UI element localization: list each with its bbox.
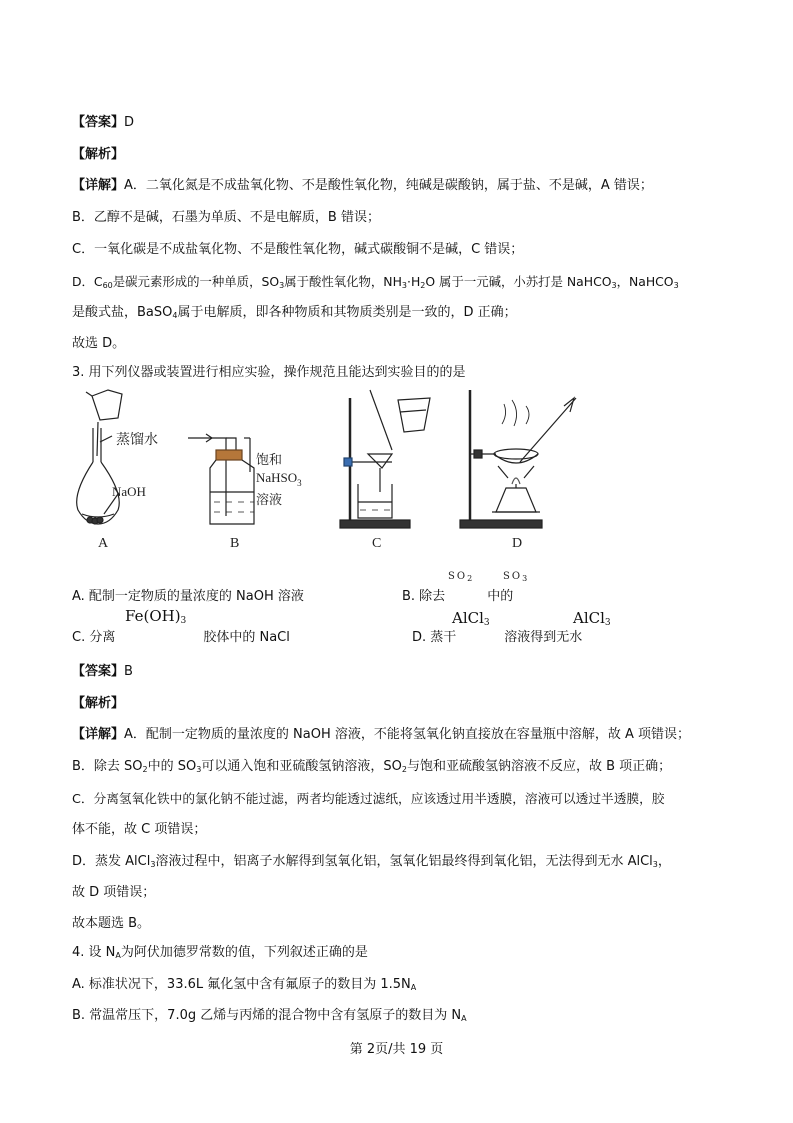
apparatus-a-naoh-label: NaOH [112, 484, 146, 499]
q2-conclusion: 故选 D。 [72, 336, 126, 351]
detail-tag: 【详解】 [72, 727, 125, 742]
formula-feoh3: $Fe(OH)_3$ [125, 607, 187, 626]
q3-apparatus-figure [0, 384, 793, 564]
q3-conclusion: 故本题选 B。 [72, 916, 151, 931]
answer-tag: 【答案】 [72, 664, 125, 679]
q3-detail-b: B．除去 $SO_2$中的 $SO_3$可以通入饱和亚硫酸氢钠溶液，$SO_2$与饱和亚硫酸氢钠溶液不反应，故 B 项正确； [72, 759, 672, 774]
formula-alcl3-2: AlCl$_3$ [573, 609, 611, 628]
q4-stem: 4. 设 $N_A$为阿伏加德罗常数的值，下列叙述正确的是 [72, 945, 368, 960]
q2-detail-c: C．一氧化碳是不成盐氧化物、不是酸性氧化物，碱式碳酸铜不是碱，C 错误； [72, 242, 524, 257]
answer-value: B [124, 664, 133, 679]
q3-option-a: A. 配制一定物质的量浓度的 NaOH 溶液 [72, 589, 304, 604]
formula-alcl3-1: AlCl$_3$ [452, 609, 490, 628]
q3-answer-line [72, 662, 133, 682]
answer-tag: 【答案】 [72, 115, 125, 130]
q3-option-b: B. 除去 中的 [402, 589, 514, 604]
detail-tag: 【详解】 [72, 178, 125, 193]
formula-so3: $SO_3$ [503, 571, 530, 583]
q3-detail-c-line2: 体不能，故 C 项错误； [72, 822, 207, 837]
q3-detail-c-line1: C．分离氢氧化铁中的氯化钠不能过滤，两者均能透过滤纸，应该透过用半透膜，溶液可以透过半透膜，胶 [72, 791, 665, 806]
apparatus-a-volumetric-flask [77, 390, 122, 524]
detail-text: A．配制一定物质的量浓度的 NaOH 溶液，不能将氢氧化钠直接放在容量瓶中溶解，故 A 项错误； [124, 727, 691, 742]
q2-detail-d-line1: D．$C_{60}$是碳元素形成的一种单质，$SO_3$属于酸性氧化物，$NH_3\cdot H_2O$ 属于一元碱，小苏打是 NaHCO$_3$，NaHCO$_3$ [72, 274, 679, 290]
q3-analysis-tag: 【解析】 [72, 696, 125, 711]
q2-detail-a [72, 176, 653, 196]
apparatus-a-label: A [98, 536, 109, 551]
q4-option-a: A. 标准状况下，33.6L 氟化氢中含有氟原子的数目为 $1.5N_A$ [72, 977, 417, 992]
apparatus-d-label: D [512, 536, 523, 551]
q3-detail-d-line2: 故 D 项错误； [72, 885, 156, 900]
q2-detail-b: B．乙醇不是碱，石墨为单质、不是电解质，B 错误； [72, 210, 380, 225]
apparatus-b-label: B [230, 536, 240, 551]
apparatus-a-water-label: 蒸馏水 [116, 433, 158, 448]
detail-text: A．二氧化氮是不成盐氧化物、不是酸性氧化物，纯碱是碳酸钠，属于盐、不是碱，A 错误； [124, 178, 653, 193]
q3-detail-d-line1: D．蒸发 AlCl$_3$溶液过程中，铝离子水解得到氢氧化铝，氢氧化铝最终得到氧化铝，无法得到无水 AlCl$_3$， [72, 854, 671, 869]
page-footer: 第 2页/共 19 页 [349, 1042, 444, 1057]
q3-option-d: D. 蒸干 溶液得到无水 [412, 630, 583, 645]
apparatus-d-evaporation [460, 390, 576, 528]
apparatus-c-label: C [372, 536, 382, 551]
q2-answer-line [72, 113, 134, 133]
q2-detail-d-line2: 是酸式盐，BaSO$_4$属于电解质，即各种物质和其物质类别是一致的，D 正确； [72, 305, 517, 320]
apparatus-b-line1: 饱和 [256, 452, 283, 467]
answer-value: D [124, 115, 135, 130]
apparatus-c-filtration [340, 390, 430, 528]
apparatus-b-line2: NaHSO$_3$ [256, 470, 302, 488]
formula-so2: $SO_2$ [448, 571, 475, 583]
q3-option-c: C. 分离 胶体中的 NaCl [72, 630, 290, 645]
apparatus-b-wash-bottle [188, 434, 254, 524]
q3-detail-a [72, 725, 690, 745]
q3-stem: 3. 用下列仪器或装置进行相应实验，操作规范且能达到实验目的的是 [72, 365, 466, 380]
q2-analysis-tag: 【解析】 [72, 147, 125, 162]
apparatus-b-line3: 溶液 [256, 492, 283, 507]
q4-option-b: B. 常温常压下，7.0g 乙烯与丙烯的混合物中含有氢原子的数目为 $N_A$ [72, 1008, 467, 1023]
